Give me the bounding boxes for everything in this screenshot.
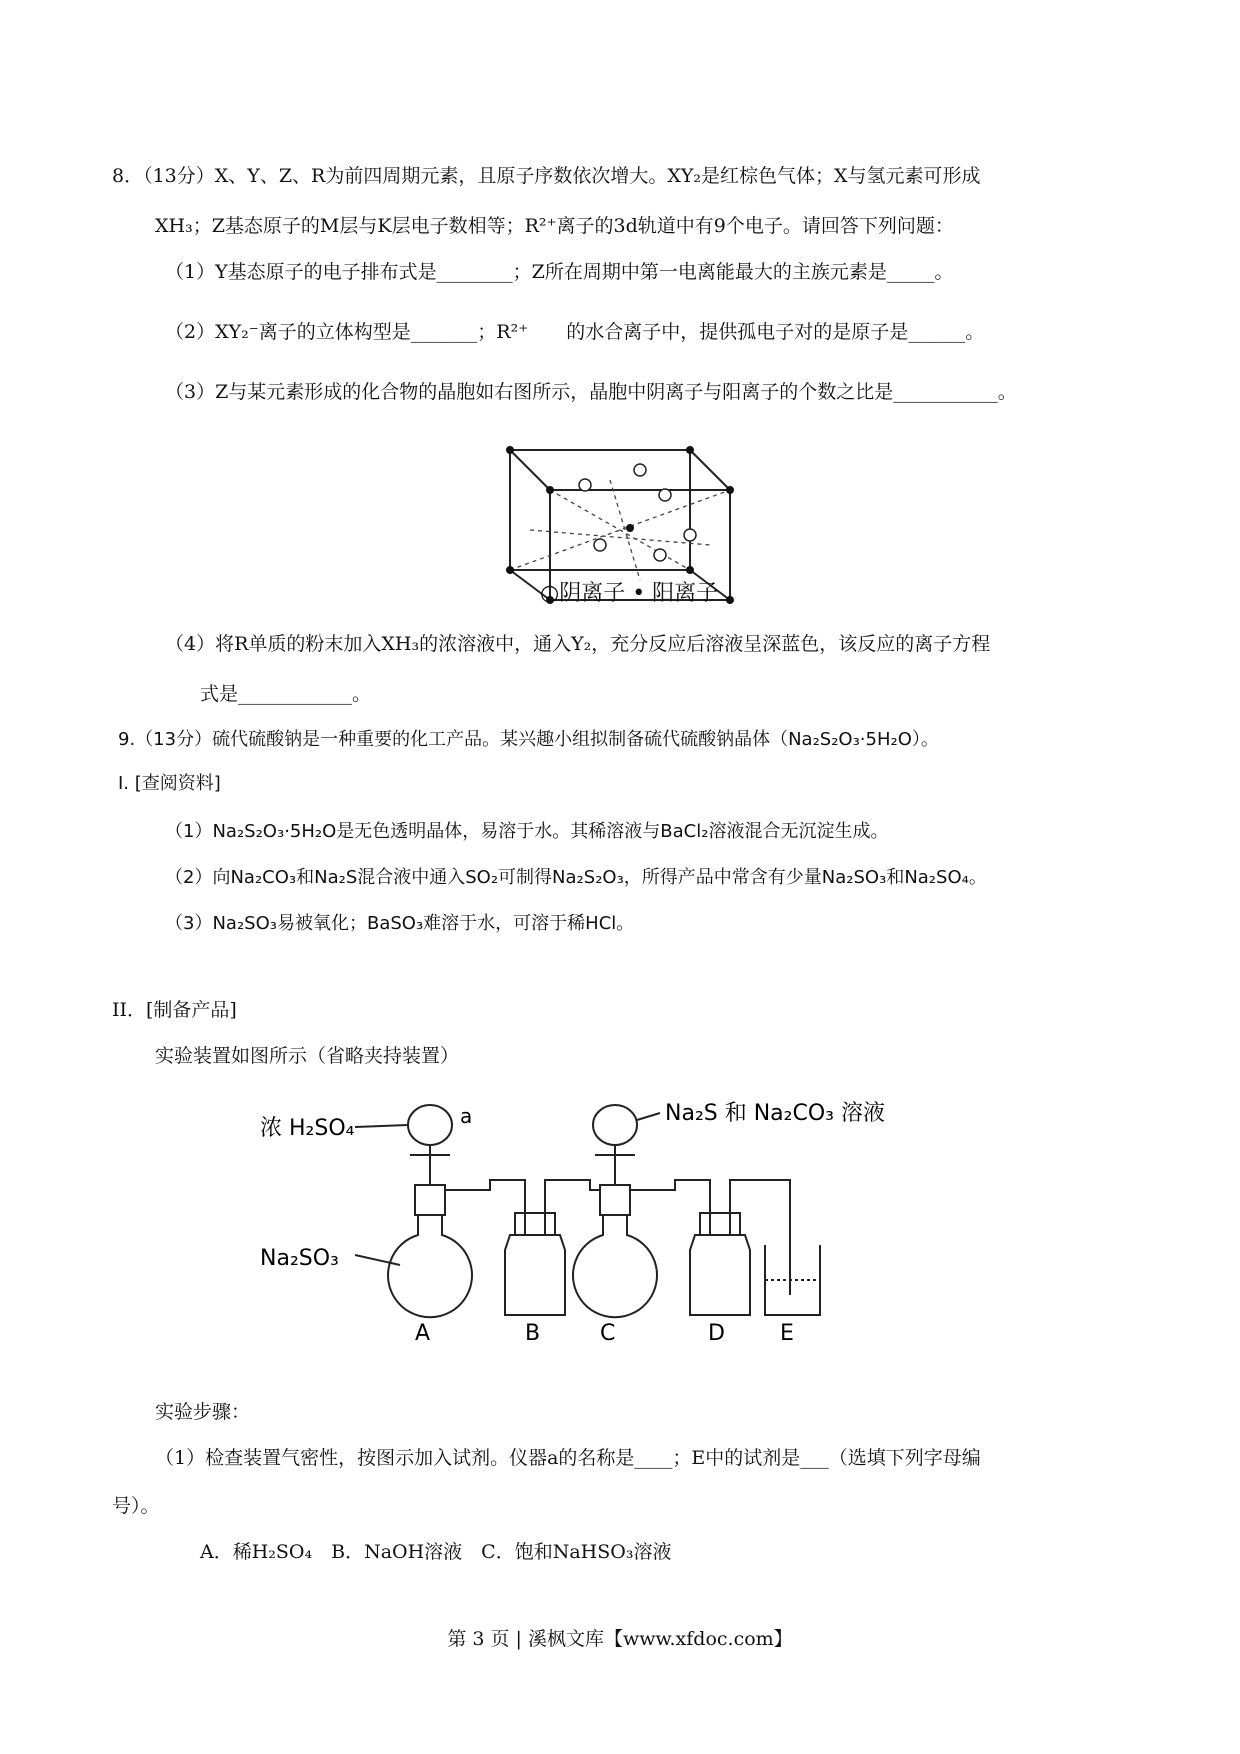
bottle-d <box>690 1235 750 1315</box>
q9-step1-line2: 号）。 <box>112 1495 160 1517</box>
label-E: E <box>780 1321 794 1345</box>
label-D: D <box>708 1321 725 1345</box>
label-A: A <box>415 1321 431 1345</box>
q8-sub2: （2）XY₂⁻离子的立体构型是_______；R²⁺ 的水合离子中，提供孤电子对的是原子是______。 <box>165 321 985 343</box>
q9-info3: （3）Na₂SO₃易被氧化；BaSO₃难溶于水，可溶于稀HCl。 <box>165 913 635 934</box>
label-C: C <box>600 1321 616 1345</box>
q8-sub3: （3）Z与某元素形成的化合物的晶胞如右图所示，晶胞中阴离子与阳离子的个数之比是___________。 <box>165 381 1017 403</box>
cation-marker <box>686 566 694 574</box>
q9-step1-line1: （1）检查装置气密性，按图示加入试剂。仪器a的名称是____；E中的试剂是___（选填下列字母编 <box>155 1447 981 1469</box>
q8-sub1: （1）Y基态原子的电子排布式是________；Z所在周期中第一电离能最大的主族元素是_____。 <box>165 261 954 283</box>
label-B: B <box>525 1321 541 1345</box>
flask-a <box>388 1215 472 1317</box>
anion-marker <box>594 539 606 551</box>
q8-sub4-line1: （4）将R单质的粉末加入XH₃的浓溶液中，通入Y₂，充分反应后溶液呈深蓝色，该反应的离子方程 <box>165 633 991 655</box>
label-a: a <box>460 1104 473 1128</box>
anion-marker <box>634 464 646 476</box>
crystal-figure-caption: ○阴离子 • 阳离子 <box>540 581 719 606</box>
q9-steps-title: 实验步骤： <box>155 1401 251 1423</box>
q9-info2: （2）向Na₂CO₃和Na₂S混合液中通入SO₂可制得Na₂S₂O₃，所得产品中常含有少量Na₂SO₃和Na₂SO₄。 <box>165 867 987 888</box>
label-sulfite: Na₂SO₃ <box>260 1246 339 1271</box>
q9-section2: II．[制备产品] <box>112 999 237 1021</box>
q8-sub4-line2: 式是____________。 <box>200 683 372 705</box>
q9-apparatus-intro: 实验装置如图所示（省略夹持装置） <box>155 1045 460 1067</box>
cation-marker <box>506 446 514 454</box>
anion-marker <box>579 479 591 491</box>
cation-marker <box>506 566 514 574</box>
apparatus-diagram <box>260 1085 940 1345</box>
q9-title: 9.（13分）硫代硫酸钠是一种重要的化工产品。某兴趣小组拟制备硫代硫酸钠晶体（Na₂S₂O₃·5H₂O）。 <box>118 729 939 750</box>
cation-marker <box>726 486 734 494</box>
funnel-c <box>593 1105 637 1145</box>
cation-marker <box>726 596 734 604</box>
bottle-b <box>505 1235 565 1315</box>
q9-options: A．稀H₂SO₄ B．NaOH溶液 C．饱和NaHSO₃溶液 <box>200 1541 672 1563</box>
funnel-a <box>408 1105 452 1145</box>
cation-marker <box>546 486 554 494</box>
anion-marker <box>684 529 696 541</box>
label-acid: 浓 H₂SO₄ <box>260 1116 355 1141</box>
cation-marker <box>686 446 694 454</box>
q8-line1: 8．（13分）X、Y、Z、R为前四周期元素，且原子序数依次增大。XY₂是红棕色气体；X与氢元素可形成 <box>112 165 981 187</box>
q9-section1: I. [查阅资料] <box>118 773 221 794</box>
cation-marker <box>626 524 634 532</box>
anion-marker <box>659 489 671 501</box>
flask-a-stopper <box>415 1185 445 1215</box>
page-footer: 第 3 页 | 溪枫文库【www.xfdoc.com】 <box>447 1628 793 1650</box>
flask-c <box>573 1215 657 1317</box>
q8-line2: XH₃；Z基态原子的M层与K层电子数相等；R²⁺离子的3d轨道中有9个电子。请回答下列问题： <box>155 215 954 237</box>
anion-marker <box>654 549 666 561</box>
q9-info1: （1）Na₂S₂O₃·5H₂O是无色透明晶体，易溶于水。其稀溶液与BaCl₂溶液混合无沉淀生成。 <box>165 821 889 842</box>
label-mix: Na₂S 和 Na₂CO₃ 溶液 <box>665 1101 885 1126</box>
